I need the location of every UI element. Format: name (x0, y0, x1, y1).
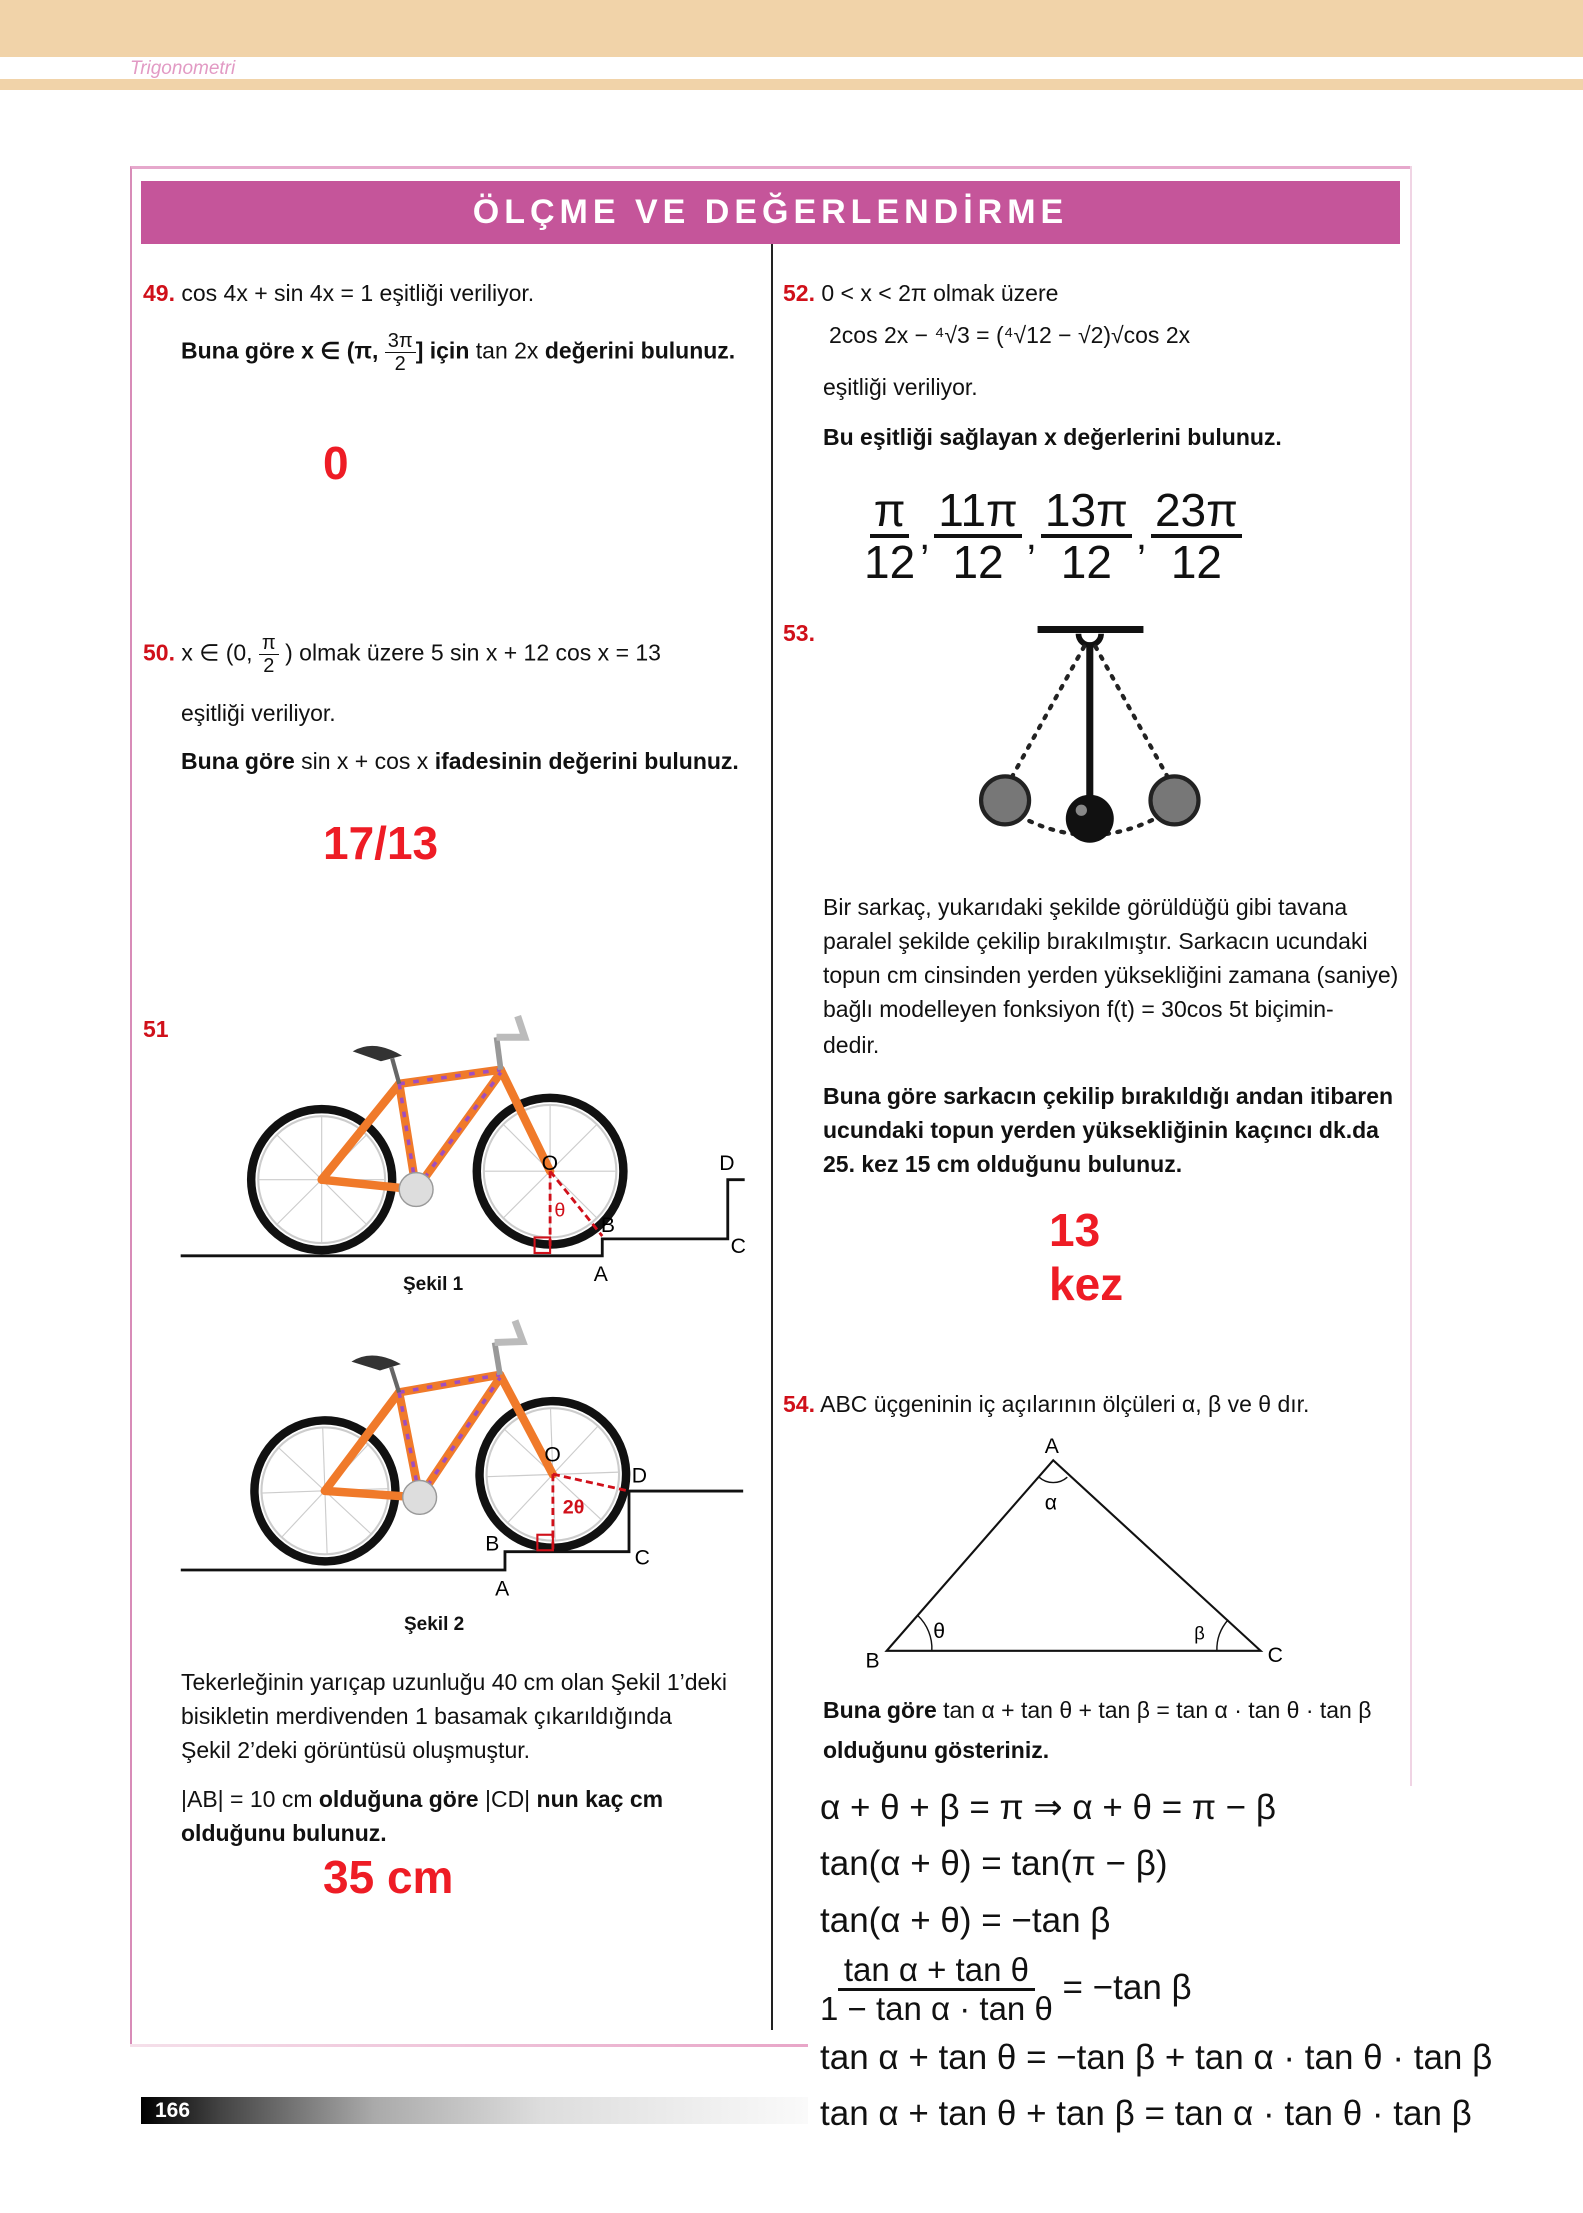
section-header: ÖLÇME VE DEĞERLENDİRME (141, 181, 1400, 244)
q49-fraction (385, 330, 416, 375)
label-a: A (495, 1577, 510, 1601)
q53-line: bağlı modelleyen fonksiyon f(t) = 30cos 5t biçimin- (823, 996, 1334, 1022)
figure-1-caption: Şekil 1 (403, 1274, 464, 1295)
q52-condition (783, 280, 1058, 307)
frac-denominator: 12 (1170, 536, 1222, 588)
frac-denominator: 12 (1060, 536, 1112, 588)
bicycle-figure-2 (169, 1305, 762, 1601)
q51-text-line2: bisikletin merdivenden 1 basamak çıkarıldığında (181, 1703, 672, 1729)
q50-pre: x ∈ (0, (181, 639, 253, 666)
q49-question (181, 330, 735, 375)
label-d: D (719, 1151, 735, 1175)
q54-question-line2: olduğunu gösteriniz. (823, 1737, 1050, 1763)
solution-fraction-rhs: = −tan β (1062, 1967, 1192, 2007)
frac-denominator: 12 (864, 536, 916, 588)
q53-ask-line: Buna göre sarkacın çekilip bırakıldığı andan itibaren (823, 1083, 1394, 1109)
q53-number: 53. (783, 620, 815, 646)
solution-line-6: tan α + tan θ + tan β = tan α · tan θ · tan β (820, 2094, 1472, 2133)
q54-given-text: ABC üçgeninin iç açılarının ölçüleri α, β ve θ dır. (820, 1391, 1310, 1417)
label-o: O (541, 1151, 559, 1175)
frac-denominator: 2 (263, 655, 275, 677)
q50-ask-math: sin x + cos x (301, 748, 429, 774)
comma: , (1025, 513, 1037, 558)
solution-line-4 (820, 1952, 1192, 2027)
q51-answer: 35 cm (323, 1851, 454, 1903)
frac-denominator: 12 (952, 536, 1004, 588)
q54-given (783, 1391, 1309, 1418)
q51-number: 51 (143, 1016, 169, 1042)
label-beta: β (1194, 1622, 1205, 1644)
q53-question (823, 1079, 1393, 1181)
frac-numerator: 11π (934, 486, 1022, 538)
q52-answers (864, 486, 1242, 586)
label-b: B (485, 1532, 500, 1556)
q54-ask-bold1: Buna göre (823, 1697, 937, 1723)
top-band-stripe (0, 79, 1583, 90)
label-o: O (544, 1443, 561, 1467)
frac-numerator: π (259, 632, 279, 655)
solution-line-2: tan(α + θ) = tan(π − β) (820, 1844, 1168, 1883)
frac-numerator: 23π (1151, 486, 1242, 538)
pendulum-figure (974, 614, 1207, 854)
frac-denominator: 2 (394, 353, 406, 375)
label-a: A (593, 1263, 608, 1284)
solution-fraction (820, 1952, 1053, 2027)
triangle-figure (847, 1425, 1313, 1679)
q50-ask-bold2: ifadesinin değerini bulunuz. (434, 748, 739, 774)
q50-answer: 17/13 (323, 817, 439, 869)
frac-denominator: 1 − tan α · tan θ (820, 1990, 1053, 2027)
label-d: D (631, 1464, 648, 1488)
figure-2-caption: Şekil 2 (404, 1614, 465, 1635)
bicycle-figure-1 (169, 1002, 762, 1284)
label-b: B (865, 1649, 880, 1673)
q52-answer-2 (934, 486, 1022, 586)
q53-line: paralel şekilde çekilip bırakılmıştır. Sarkacın ucundaki (823, 928, 1368, 954)
q53-ask-line: ucundaki topun yerden yüksekliğinin kaçıncı dk.da (823, 1117, 1379, 1143)
q53-line: dedir. (823, 1032, 880, 1058)
q54-number: 54. (783, 1391, 815, 1417)
q52-answer-3 (1041, 486, 1132, 586)
q50-fraction (259, 632, 279, 677)
top-band (0, 0, 1583, 57)
q53-answer-unit: kez (1049, 1258, 1124, 1310)
q49-ask-math: tan 2x (475, 337, 539, 364)
q49-given (143, 280, 534, 307)
q49-given-text: cos 4x + sin 4x = 1 eşitliği veriliyor. (181, 280, 535, 306)
comma: , (1135, 513, 1147, 558)
q51-text-line3: Şekil 2’deki görüntüsü oluşmuştur. (181, 1737, 531, 1763)
q51-question (181, 1786, 663, 1813)
q52-line3: eşitliği veriliyor. (823, 374, 978, 400)
q50-line2: eşitliği veriliyor. (181, 700, 336, 726)
angle-theta-arc (918, 1616, 932, 1651)
frac-numerator: 13π (1041, 486, 1132, 538)
q54-question (823, 1697, 1371, 1724)
q53-ask-line: 25. kez 15 cm olduğunu bulunuz. (823, 1151, 1183, 1177)
label-two-theta: 2θ (562, 1496, 585, 1519)
q49-ask-pre: Buna göre x ∈ (π, (181, 337, 379, 364)
q53-line: topun cm cinsinden yerden yüksekliğini zamana (saniye) (823, 962, 1399, 988)
q50-number: 50. (143, 639, 175, 666)
q52-answer-4 (1151, 486, 1242, 586)
bicycle-icon (251, 1016, 623, 1250)
q51-given-bold2: nun kaç cm (536, 1786, 664, 1812)
frac-numerator: 3π (385, 330, 416, 353)
q52-cond: 0 < x < 2π olmak üzere (821, 280, 1059, 306)
q52-equation: 2cos 2x − ⁴√3 = (⁴√12 − √2)√cos 2x (829, 322, 1191, 348)
ball-center (1066, 795, 1114, 843)
q50-ask-bold1: Buna göre (181, 748, 295, 774)
q51-given-math2: |CD| (484, 1786, 531, 1812)
q49-number: 49. (143, 280, 175, 306)
ball-highlight (1076, 805, 1087, 816)
q51-given-bold1: olduğuna göre (318, 1786, 479, 1812)
q50-question (181, 748, 739, 775)
q53-body (823, 890, 1403, 1062)
q51-text-line1: Tekerleğinin yarıçap uzunluğu 40 cm olan Şekil 1’deki (181, 1669, 727, 1695)
solution-line-1: α + θ + β = π ⇒ α + θ = π − β (820, 1788, 1277, 1827)
angle-alpha-arc (1039, 1477, 1067, 1482)
page-number-bar (141, 2097, 808, 2124)
bicycle-icon (249, 1317, 629, 1564)
q53-line: Bir sarkaç, yukarıdaki şekilde görüldüğü gibi tavana (823, 894, 1348, 920)
chapter-title: Trigonometri (130, 58, 236, 79)
column-divider (771, 244, 773, 2030)
q52-answer-1 (864, 486, 915, 586)
q51-given-math1: |AB| = 10 cm (181, 1786, 313, 1812)
ball-left (981, 776, 1029, 824)
label-c: C (1267, 1644, 1283, 1668)
ball-right (1151, 776, 1199, 824)
q50-post: ) olmak üzere 5 sin x + 12 cos x = 13 (285, 639, 661, 666)
frame-right-border (1410, 166, 1412, 1786)
label-alpha: α (1044, 1491, 1057, 1515)
q49-ask-post: değerini bulunuz. (544, 337, 736, 364)
solution-line-5: tan α + tan θ = −tan β + tan α · tan θ · tan β (820, 2038, 1493, 2077)
q53-answer-number: 13 (1049, 1204, 1101, 1256)
frac-numerator: tan α + tan θ (838, 1952, 1035, 1991)
q54-ask-math: tan α + tan θ + tan β = tan α · tan θ · tan β (943, 1697, 1372, 1723)
label-theta: θ (933, 1620, 946, 1644)
q53-answer (1049, 1203, 1123, 1311)
label-b: B (600, 1213, 615, 1237)
label-c: C (634, 1546, 650, 1570)
q51-question-line2: olduğunu bulunuz. (181, 1820, 387, 1846)
q50-given (143, 632, 661, 677)
label-a: A (1044, 1435, 1059, 1459)
angle-beta-arc (1217, 1620, 1228, 1651)
q49-ask-mid: ] için (415, 337, 470, 364)
q52-question: Bu eşitliği sağlayan x değerlerini bulunuz. (823, 424, 1282, 450)
frac-numerator: π (870, 486, 910, 538)
label-theta: θ (554, 1199, 566, 1222)
label-c: C (730, 1234, 746, 1258)
frame-bottom-border (130, 2044, 808, 2047)
page-number: 166 (155, 2099, 191, 2122)
q49-answer: 0 (323, 437, 349, 489)
q52-number: 52. (783, 280, 815, 306)
comma: , (919, 513, 931, 558)
solution-line-3: tan(α + θ) = −tan β (820, 1901, 1111, 1940)
